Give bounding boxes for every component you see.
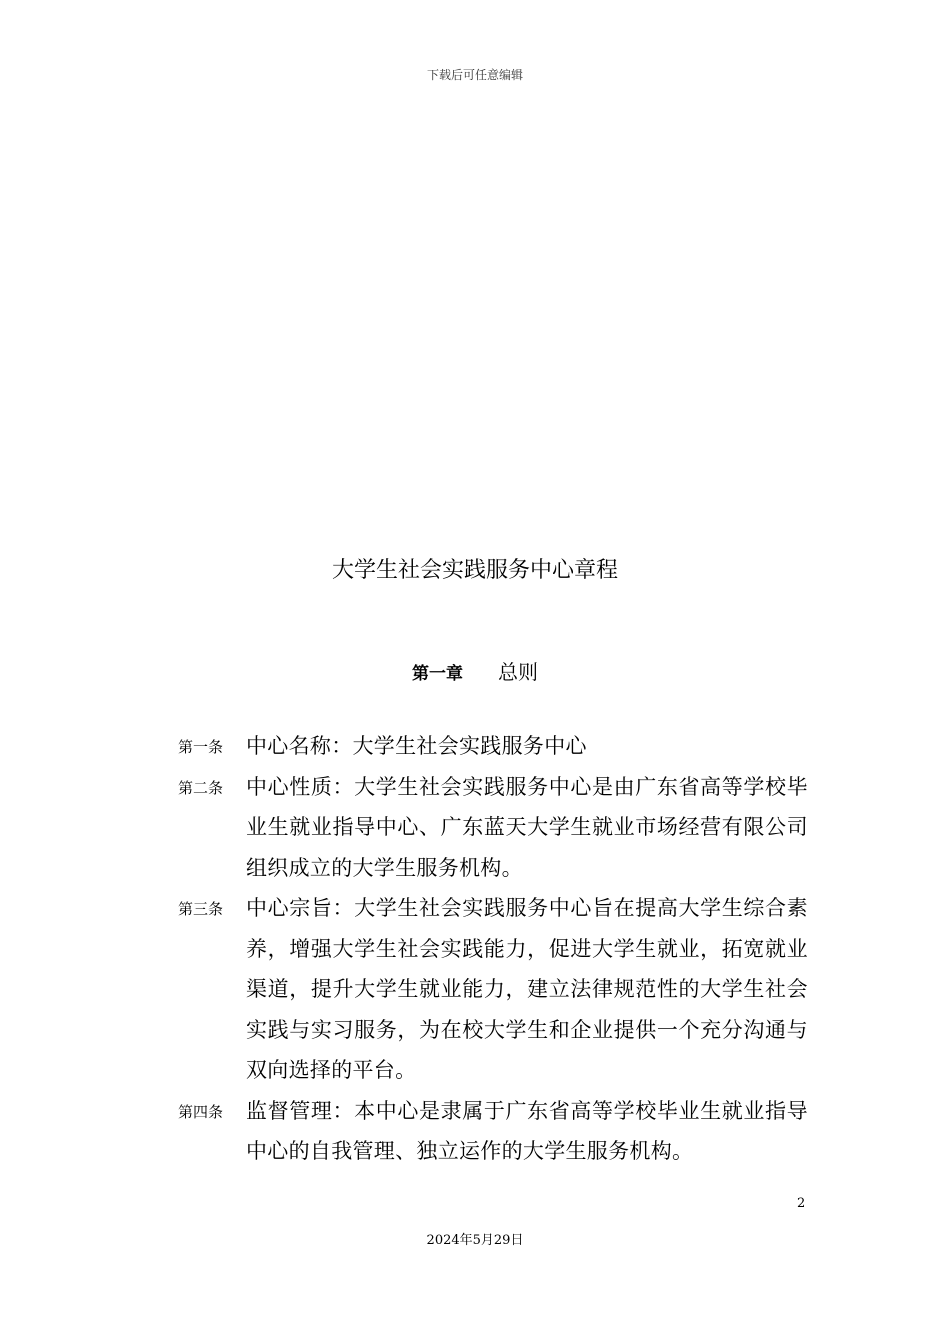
article-label: 第四条 [178, 1102, 224, 1121]
article-1 [0, 726, 950, 767]
article-text: 中心名称：大学生社会实践服务中心 [246, 734, 587, 758]
chapter-heading [0, 656, 950, 685]
article-text: 中心宗旨：大学生社会实践服务中心旨在提高大学生综合素养，增强大学生社会实践能力，促进大学生就业，拓宽就业渠道，提升大学生就业能力，建立法律规范性的大学生社会实践与实习服务，为在校大学生和企业提供一个充分沟通与双向选择的平台。 [246, 896, 808, 1082]
chapter-name: 总则 [498, 660, 539, 684]
article-2 [0, 767, 950, 889]
page-number: 2 [797, 1196, 806, 1211]
article-3 [0, 888, 950, 1091]
article-label: 第三条 [178, 900, 224, 918]
chapter-number: 第一章 [411, 664, 463, 684]
footer-date: 2024年5月29日 [426, 1233, 524, 1248]
articles-list [0, 726, 950, 1172]
article-text: 监督管理：本中心是隶属于广东省高等学校毕业生就业指导中心的自我管理、独立运作的大学生服务机构。 [246, 1098, 808, 1163]
article-label: 第一条 [178, 738, 224, 756]
article-text: 中心性质：大学生社会实践服务中心是由广东省高等学校毕业生就业指导中心、广东蓝天大学生就业市场经营有限公司组织成立的大学生服务机构。 [246, 774, 808, 880]
header-note: 下载后可任意编辑 [426, 68, 523, 82]
article-label: 第二条 [178, 778, 224, 797]
document-title: 大学生社会实践服务中心章程 [331, 558, 618, 583]
article-4 [0, 1091, 950, 1172]
